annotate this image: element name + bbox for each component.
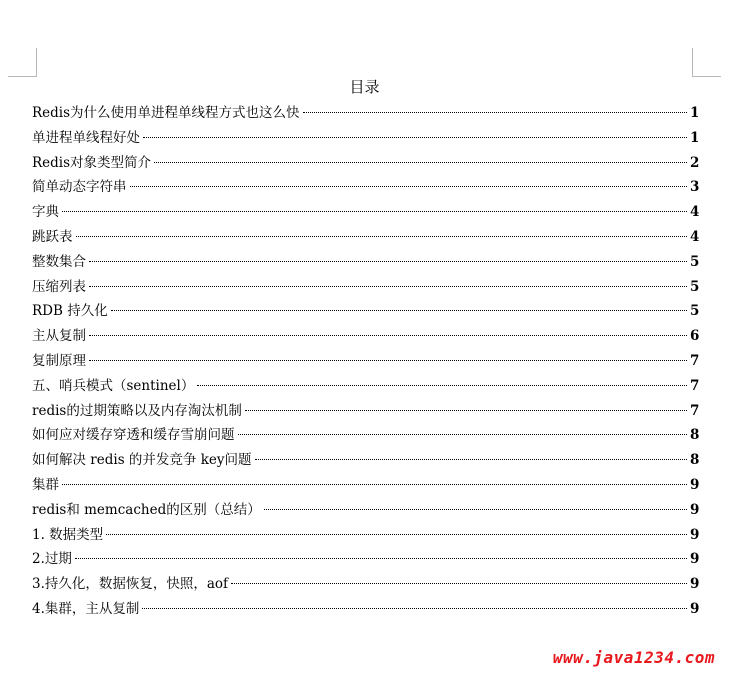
toc-entry-text: Redis为什么使用单进程单线程方式也这么快 [32,105,300,121]
toc-entry[interactable] [32,126,698,151]
toc-leader-dots [303,112,687,113]
toc-entry-text: Redis对象类型简介 [32,154,152,171]
toc-entry[interactable] [32,250,698,275]
toc-entry-page: 8 [690,452,700,469]
toc-entry-page: 1 [690,105,700,121]
toc-title: 目录 [349,78,380,96]
toc-entry-text: 集群 [32,476,59,493]
toc-entry[interactable] [32,597,698,622]
toc-entry[interactable] [32,547,698,572]
toc-entry[interactable] [32,473,698,498]
toc-entry[interactable] [32,448,698,473]
toc-entry-page: 9 [690,476,700,493]
toc-leader-dots [62,484,687,485]
toc-entry[interactable] [32,275,698,300]
toc-entry-page: 4 [690,204,700,221]
toc-entry-page: 3 [690,179,700,196]
toc-list [32,101,698,622]
toc-entry-page: 9 [690,576,700,593]
toc-entry-page: 8 [690,427,700,444]
toc-entry[interactable] [32,374,698,399]
toc-entry-page: 7 [690,352,700,369]
toc-entry-page: 2 [690,154,700,171]
toc-leader-dots [255,459,688,460]
toc-leader-dots [154,162,687,163]
toc-leader-dots [89,360,687,361]
toc-entry[interactable] [32,324,698,349]
toc-entry-text: redis和 memcached的区别（总结） [32,501,261,518]
toc-entry[interactable] [32,225,698,250]
toc-entry-page: 5 [690,278,700,295]
toc-entry-text: 字典 [32,204,59,221]
toc-leader-dots [238,434,688,435]
toc-entry[interactable] [32,101,698,126]
toc-entry[interactable] [32,151,698,176]
toc-entry-page: 4 [690,228,700,245]
toc-entry-text: redis的过期策略以及内存淘汰机制 [32,402,242,419]
toc-entry[interactable] [32,572,698,597]
toc-entry-text: 简单动态字符串 [32,179,127,196]
toc-entry[interactable] [32,423,698,448]
toc-leader-dots [264,509,687,510]
toc-leader-dots [89,261,687,262]
toc-entry-text: 压缩列表 [32,278,86,295]
toc-entry-text: 五、哨兵模式（sentinel） [32,377,195,394]
toc-entry-page: 9 [690,600,700,617]
toc-entry-page: 6 [690,328,700,345]
toc-leader-dots [143,137,687,138]
toc-entry-text: RDB 持久化 [32,303,108,320]
toc-entry[interactable] [32,498,698,523]
toc-entry[interactable] [32,175,698,200]
toc-entry-text: 单进程单线程好处 [32,129,140,146]
toc-entry[interactable] [32,299,698,324]
toc-leader-dots [231,583,687,584]
watermark-text: www.java1234.com [552,648,715,667]
toc-entry-page: 5 [690,253,700,270]
toc-leader-dots [62,211,687,212]
toc-leader-dots [111,310,687,311]
toc-entry[interactable] [32,399,698,424]
toc-entry-text: 3.持久化，数据恢复，快照，aof [32,576,229,593]
toc-leader-dots [76,236,688,237]
toc-entry[interactable] [32,523,698,548]
toc-entry-text: 2.过期 [32,551,72,568]
toc-entry-page: 9 [690,501,700,518]
toc-entry-text: 如何解决 redis 的并发竞争 key问题 [32,452,252,469]
toc-entry-text: 1. 数据类型 [32,526,104,543]
toc-entry-text: 主从复制 [32,328,86,345]
toc-entry-text: 4.集群，主从复制 [32,600,140,617]
toc-leader-dots [197,385,687,386]
toc-entry[interactable] [32,349,698,374]
toc-entry-text: 整数集合 [32,253,86,270]
toc-leader-dots [75,558,687,559]
toc-entry-text: 复制原理 [32,352,86,369]
toc-entry-page: 7 [690,402,700,419]
toc-entry-page: 5 [690,303,700,320]
toc-leader-dots [142,608,687,609]
toc-leader-dots [89,335,687,336]
toc-leader-dots [106,534,687,535]
toc-leader-dots [245,410,687,411]
toc-entry-text: 跳跃表 [32,228,73,245]
toc-entry-page: 7 [690,377,700,394]
toc-entry-text: 如何应对缓存穿透和缓存雪崩问题 [32,427,235,444]
page-corner-top-right [692,48,721,77]
page-corner-top-left [8,48,37,77]
toc-entry-page: 9 [690,526,700,543]
toc-leader-dots [89,286,687,287]
toc-entry[interactable] [32,200,698,225]
toc-entry-page: 1 [690,129,700,146]
toc-entry-page: 9 [690,551,700,568]
toc-leader-dots [130,186,688,187]
